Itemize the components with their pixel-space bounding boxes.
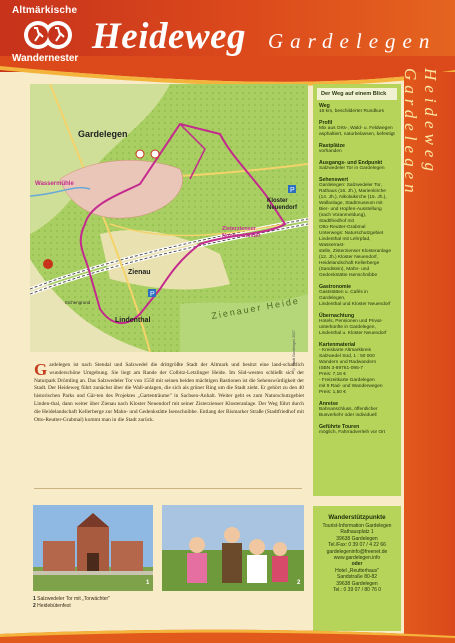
photo-captions [33,596,110,609]
info-section-title: Kartenmaterial [319,342,356,348]
info-section-title: Profil [319,120,333,126]
info-section-text: Salzwedeler Tor in Gardelegen [319,166,385,171]
caption-2-number: 2 [33,602,36,609]
info-section-title: Anreise [319,401,339,407]
page-subtitle: Gardelegen [268,29,437,53]
info-section-text: Mix aus Orts-, Wald- u. Feldwegen asphaltiert, naturbelassen, befestigt [319,126,395,137]
info-section-title: Rastplätze [319,143,345,149]
info-section [319,177,395,279]
side-vertical-title: Heideweg Gardelegen [401,68,440,198]
contact-text: Tourist-Information Gardelegen Rathausplatz 1 39638 Gardelegen Tel./Fax: 0 39 07 / 4 22 66 gardelegeninfo@freenet.de www.gardelegen.info [322,523,392,562]
photo-salzwedeler-tor [33,505,153,591]
info-section [319,143,395,155]
info-section-text: - Kreiskarte Altmarkkreis Salzwedel Süd, 1 : 50 000 Wandern und Radwandern ISBN 3-89761-095-7 Preis: 7,16 € - Freizeitkarte Gardelegen mit 9 Rad- und Wanderwegen Preis: 1,50 € [319,348,383,395]
info-section [319,401,395,419]
info-section [319,424,395,436]
map-label-heide: Zienauer Heide [210,295,301,321]
drop-cap: G [34,360,48,379]
logo-text-top: Altmärkische [12,5,78,16]
bottom-wave-decoration [0,626,455,643]
info-section [319,313,395,337]
info-section [319,120,395,138]
contact-text-hotel: Hotel „Reutterhaus" Sandstraße 80-82 39638 Gardelegen Tel.: 0 39 07 / 80 76 0 [332,567,382,594]
contact-oder: oder [351,561,363,568]
map-label-gardelegen: Gardelegen [78,129,128,139]
svg-text:P: P [150,291,155,298]
intro-paragraph: ardelegen ist nach Stendal und Salzwedel die drittgrößte Stadt der Altmark und besitzt eine land-schaftlich wunderschöne Umgebung. Sie liegt am Rande der Colbitz-Letzlinger Heide. Im Süd-westen schließt sich der Naturpark Drömling an. Das Salzwedeler Tor von 1550 mit seinen beiden mächtigen Bastionen ist die Sehenswürdigkeit der Stadt. Der Heideweg führt zunächst über die Wall-anlagen, die sich als grüner Ring um die Stadt zieht. Er gehört zu den 40 historischen Parks und Gär-ten des Projektes „Gartenträume" in Sachsen-Anhalt. Weiter geht es zum Naturschutzgebiet Linden-thal, dann weiter über Zienau nach Kloster Neuendorf mit seiner Zisterzienser Klosteranlage. Der Weg führt durch die Heidelandschaft Kellerberge zur Mahn- und Gedenkstätte Isenschnibbe. Entlang der Bismarker Straße (Stadtfriedhof mit Otto-Reutter-Grabmal) kommt man in die Stadt zurück. [34,362,304,423]
caption-2: Heidebütenfest [37,602,71,609]
svg-text:P: P [290,187,295,194]
contact-title: Wanderstützpunkte [328,514,386,521]
wanderer-logo-icon [22,17,74,53]
route-map [30,84,308,352]
info-body [313,100,401,444]
logo-text-bottom: Wandernester [12,53,79,64]
info-section [319,160,395,172]
caption-1: Salzwedeler Tor mit „Torwächter" [37,596,110,602]
map-label-eichengrund: Eichengrund [65,300,91,305]
info-section-text: Gaststätten u. Cafés in Gardelegen, Lindenthal und Kloster Neuendorf [319,290,391,307]
map-label-zienau: Zienau [128,269,151,276]
intro-text [34,362,304,424]
info-section-title: Ausgangs- und Endpunkt [319,160,383,166]
caption-1-number: 1 [33,596,36,602]
map-label-wassermuehle: Wassermühle [35,181,74,187]
info-section-title: Weg [319,103,330,109]
info-section-text: vorhanden [319,149,342,154]
info-section-text: Bahnanschluss, öffentlicher Busverkehr oder individuell [319,407,378,418]
photo-heidebuetenfest [162,505,304,591]
info-section [319,342,395,396]
info-section [319,284,395,308]
map-label-kloster: Kloster Neuendorf [267,198,297,211]
page-title: Heideweg [92,16,247,57]
info-section-text: Hotels, Pensionen und Privat- unterkünfte in Gardelegen, Lindenthal u. Kloster Neuendorf [319,319,387,336]
info-section-title: Sehenswert [319,177,349,183]
map-label-lindenthal: Lindenthal [115,317,151,324]
info-section-text: möglich, Fahrradverleih vor Ort [319,430,386,435]
photo-1-number: 1 [146,580,150,586]
map-label-zisterzienser: Zisterzienser Nonnenkloster [222,226,261,239]
info-section-text: Gardelegen: Salzwedeler Tor, Rathaus (16. Jh.), Marienkirche (14. Jh.), Nikolaikirche (15. Jh.), Wallanlage, Stadtmuseum mit Bier- und Hopfen-Ausstellung (nach Voranmeldung), Stadtfriedhof mit Otto-Reutter-Grabmal Unterwegs: Naturschutzgebiet Lindenthal mit Lehrpfad, Wasserrast- stelle, Zisterzienser Klosteranlage (12. Jh.) Kloster Neuendorf, Heidelandschaft Kellerberge (Sandstein), Mahn- und Gedenkstätte Isenschnibbe [319,183,391,278]
info-section-title: Übernachtung [319,313,355,319]
info-section [319,103,395,115]
map-credit: © Stadt Gardelegen 2007 [292,330,296,372]
info-section-title: Gastronomie [319,284,351,290]
photo-2-number: 2 [297,580,301,586]
info-heading: Der Weg auf einem Blick [317,88,397,100]
divider [34,488,302,489]
info-section-text: 16 km, beschilderter Rundkurs [319,109,385,114]
info-section-title: Geführte Touren [319,424,360,430]
contact-panel [313,506,401,631]
info-panel [313,84,401,496]
